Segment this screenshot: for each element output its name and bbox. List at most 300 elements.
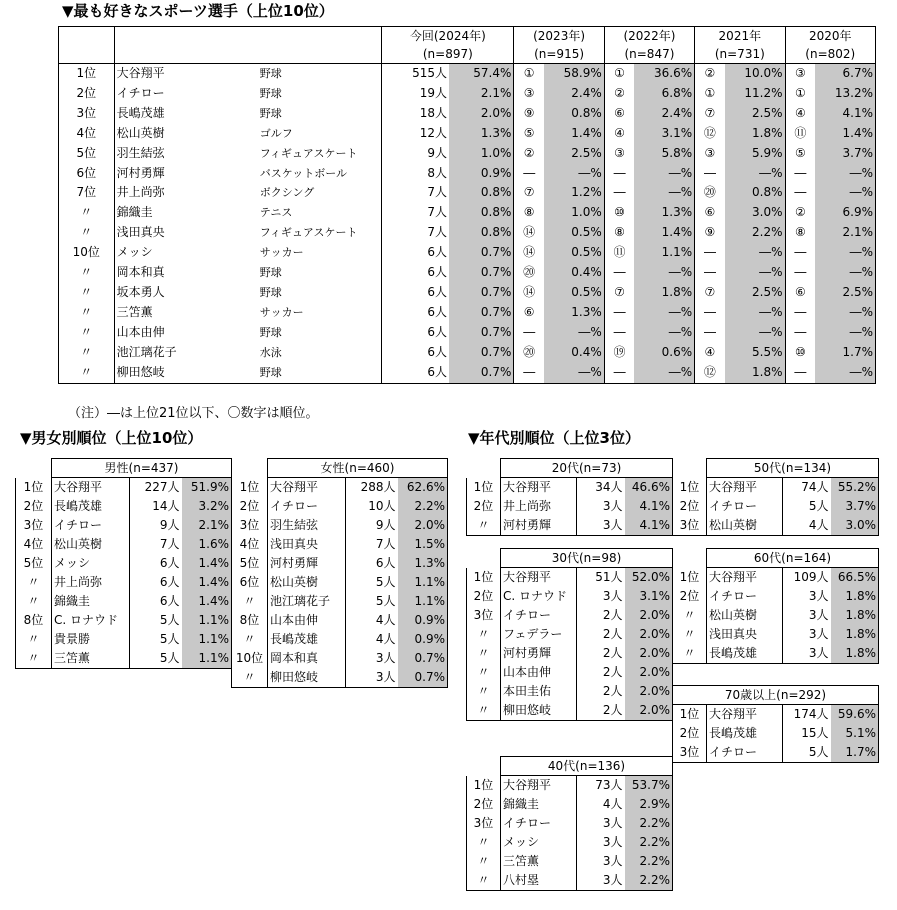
pct-2023: 58.9% [544,64,604,84]
table-row [16,516,232,535]
pct: 1.4% [182,573,232,592]
count-2024: 515人 [382,64,449,84]
count: 51人 [577,568,625,588]
rank-2020: ⑤ [785,144,815,164]
count-2024: 7人 [382,203,449,223]
count: 14人 [130,497,182,516]
count: 2人 [577,606,625,625]
pct-2021: 2.5% [725,283,785,303]
table-row [16,611,232,630]
pct: 1.3% [398,554,448,573]
athlete-name: 長嶋茂雄 [114,104,258,124]
count: 7人 [346,535,398,554]
sport: 野球 [259,266,282,280]
pct-2022: ―% [634,164,694,184]
count: 3人 [783,606,831,625]
athlete-name: 柳田悠岐 [501,701,577,721]
pct: 1.8% [831,587,879,606]
count-2024: 6人 [382,283,449,303]
table-row [673,705,879,725]
rank-2021: ― [695,303,725,323]
table-row [232,497,448,516]
count: 6人 [346,554,398,573]
rank-2021: ⑫ [695,124,725,144]
athlete-name: 山本由伸 [501,663,577,682]
header-2023: (2023年) [514,27,604,46]
pct: 2.0% [625,625,673,644]
athlete-name: イチロー [52,516,130,535]
count: 4人 [346,611,398,630]
rank: 4位 [232,535,268,554]
pct-2021: 10.0% [725,64,785,84]
table-row [59,144,876,164]
table-row [467,701,673,721]
athlete-name: イチロー [114,84,258,104]
pct: 2.0% [625,644,673,663]
rank-2023: ② [514,144,544,164]
rank-2022: ― [604,323,634,343]
pct: 4.1% [625,516,673,536]
pct-2024: 0.7% [449,343,514,363]
pct-2021: 2.2% [725,223,785,243]
main-title: ▼最も好きなスポーツ選手（上位10位） [62,2,334,20]
count-2024: 19人 [382,84,449,104]
sport: 野球 [258,363,382,383]
table-row [467,478,673,498]
pct-2023: 0.5% [544,243,604,263]
pct-2021: 5.9% [725,144,785,164]
pct-2024: 1.3% [449,124,514,144]
table-row [59,263,876,283]
athlete-name: 浅田真央 [707,625,783,644]
pct: 1.4% [182,592,232,611]
count: 5人 [130,611,182,630]
sport: 野球 [259,67,282,80]
footnote: （注）―は上位21位以下、〇数字は順位。 [68,406,319,421]
rank-2022: ① [604,64,634,84]
athlete-name: 錦織圭 [52,592,130,611]
pct-2022: 1.3% [634,203,694,223]
athlete-name: 大谷翔平 [114,64,258,84]
rank-2023: ⑭ [514,283,544,303]
rank: 1位 [673,568,707,588]
athlete-name: 羽生結弦 [114,144,258,164]
count: 3人 [577,871,625,891]
pct-2023: 2.5% [544,144,604,164]
pct-2022: ―% [634,263,694,283]
pct: 53.7% [625,776,673,796]
rank: 1位 [467,568,501,588]
athlete-name: イチロー [268,497,346,516]
rank: 10位 [59,243,115,263]
count: 10人 [346,497,398,516]
rank: 5位 [59,144,115,164]
table-row [673,516,879,536]
pct: 2.2% [625,814,673,833]
rank-2022: ― [604,363,634,383]
rank: 〃 [16,649,52,669]
count-2024: 6人 [382,303,449,323]
table-row [467,833,673,852]
pct: 5.1% [831,724,879,743]
count: 4人 [577,795,625,814]
age30-table [466,548,673,721]
count-2024: 6人 [382,243,449,263]
athlete-name: イチロー [707,587,783,606]
athlete-name: 池江璃花子 [114,343,258,363]
athlete-name: イチロー [707,743,783,763]
rank: 8位 [16,611,52,630]
age20-table [466,458,673,536]
rank-2022: ⑪ [604,243,634,263]
table-row [673,478,879,498]
pct-2021: 11.2% [725,84,785,104]
rank: 4位 [59,124,115,144]
table-row [16,630,232,649]
pct: 0.9% [398,611,448,630]
rank: 〃 [59,223,115,243]
header-2022: (2022年) [604,27,694,46]
count: 5人 [346,573,398,592]
table-row [232,535,448,554]
pct-2021: 5.5% [725,343,785,363]
pct-2024: 0.7% [449,243,514,263]
table-row [467,587,673,606]
athlete-name: C. ロナウド [501,587,577,606]
rank: 2位 [59,84,115,104]
rank: 3位 [673,743,707,763]
age40-table [466,756,673,891]
rank: 1位 [673,478,707,498]
athlete-name: 河村勇輝 [501,644,577,663]
athlete-name: 松山英樹 [52,535,130,554]
count-2024: 18人 [382,104,449,124]
table-row [59,223,876,243]
rank: 2位 [467,587,501,606]
rank: 〃 [467,644,501,663]
age30-header: 30代(n=98) [501,549,673,568]
pct-2022: ―% [634,303,694,323]
rank: 2位 [673,497,707,516]
sport: 野球 [259,325,282,339]
count: 2人 [577,663,625,682]
count-2024: 6人 [382,363,449,383]
rank-2023: ⑧ [514,203,544,223]
rank: 〃 [59,203,115,223]
rank: 1位 [467,776,501,796]
count: 2人 [577,701,625,721]
rank: 〃 [467,682,501,701]
pct-2020: 6.9% [815,203,875,223]
sport: 野球 [259,285,282,299]
table-row [673,625,879,644]
count: 2人 [577,682,625,701]
rank: 〃 [232,668,268,688]
table-row [59,303,876,323]
pct-2023: ―% [544,164,604,184]
count: 5人 [130,630,182,649]
rank-2023: ⑦ [514,183,544,203]
rank-2021: ⑥ [695,203,725,223]
table-row [59,343,876,363]
rank: 6位 [232,573,268,592]
count: 3人 [577,497,625,516]
table-row [232,611,448,630]
athlete-name: 河村勇輝 [268,554,346,573]
count-2024: 8人 [382,164,449,184]
pct: 3.1% [625,587,673,606]
athlete-name: 坂本勇人 [114,283,258,303]
rank-2021: ⑦ [695,283,725,303]
count: 73人 [577,776,625,796]
rank: 3位 [59,104,115,124]
rank: 〃 [232,630,268,649]
pct-2024: 0.7% [449,263,514,283]
count: 4人 [783,516,831,536]
count: 3人 [577,814,625,833]
pct-2023: 1.3% [544,303,604,323]
athlete-name: 松山英樹 [114,124,258,144]
rank-2022: ― [604,263,634,283]
age60-header: 60代(n=164) [707,549,879,568]
pct: 1.8% [831,625,879,644]
athlete-name: メッシ [52,554,130,573]
rank-2022: ― [604,164,634,184]
sport: 野球 [259,86,282,100]
pct-2023: 0.8% [544,104,604,124]
rank-2022: ④ [604,124,634,144]
pct-2021: ―% [725,323,785,343]
rank-2021: ― [695,243,725,263]
table-row [59,323,876,343]
pct: 3.0% [831,516,879,536]
rank-2020: ― [785,263,815,283]
pct-2024: 0.8% [449,183,514,203]
table-row [467,497,673,516]
pct: 1.4% [182,554,232,573]
count: 174人 [783,705,831,725]
rank-2023: ⑥ [514,303,544,323]
pct-2024: 0.7% [449,283,514,303]
rank: 2位 [673,587,707,606]
rank: 〃 [16,592,52,611]
pct: 1.6% [182,535,232,554]
rank: 〃 [59,363,115,383]
rank: 〃 [467,663,501,682]
pct-2020: 2.5% [815,283,875,303]
sport: バスケットボール [259,166,348,180]
athlete-name: 山本由伸 [268,611,346,630]
rank-2023: ⑤ [514,124,544,144]
rank: 〃 [673,625,707,644]
sport: サッカー [259,305,304,319]
table-row [232,573,448,592]
age70-table [672,685,879,763]
count: 5人 [346,592,398,611]
pct-2020: 3.7% [815,144,875,164]
pct: 2.1% [182,516,232,535]
table-row [59,243,876,263]
athlete-name: 大谷翔平 [707,568,783,588]
pct-2021: 2.5% [725,104,785,124]
athlete-name: 三笘薫 [52,649,130,669]
table-row [467,625,673,644]
count: 3人 [783,644,831,664]
rank-2022: ⑲ [604,343,634,363]
athlete-name: 井上尚弥 [501,497,577,516]
rank-2021: ① [695,84,725,104]
pct-2021: ―% [725,164,785,184]
rank-2023: ― [514,363,544,383]
count: 6人 [130,592,182,611]
sport: 水泳 [259,345,282,359]
sport: フィギュアスケート [259,146,358,160]
pct-2021: ―% [725,243,785,263]
age50-header: 50代(n=134) [707,459,879,478]
athlete-name: 岡本和真 [114,263,258,283]
rank: 2位 [232,497,268,516]
pct-2023: ―% [544,363,604,383]
pct: 1.1% [182,611,232,630]
rank-2021: ⑦ [695,104,725,124]
rank-2020: ― [785,303,815,323]
pct-2022: 1.4% [634,223,694,243]
athlete-name: 池江璃花子 [268,592,346,611]
athlete-name: 八村塁 [501,871,577,891]
count-2024: 9人 [382,144,449,164]
table-row [673,724,879,743]
pct-2022: ―% [634,323,694,343]
table-row [467,663,673,682]
table-row [16,573,232,592]
age-title: ▼年代別順位（上位3位） [468,429,640,447]
rank-2020: ③ [785,64,815,84]
pct: 51.9% [182,478,232,498]
pct-2023: 0.5% [544,283,604,303]
table-row [467,795,673,814]
pct: 62.6% [398,478,448,498]
count: 5人 [783,743,831,763]
table-row [467,606,673,625]
pct-2020: 2.1% [815,223,875,243]
table-row [16,478,232,498]
athlete-name: 河村勇輝 [501,516,577,536]
rank-2020: ― [785,164,815,184]
sport: ゴルフ [259,126,293,140]
pct: 52.0% [625,568,673,588]
pct-2022: 6.8% [634,84,694,104]
female-table [231,458,448,688]
athlete-name: 柳田悠岐 [114,363,258,383]
table-row [59,64,876,84]
pct: 2.0% [625,663,673,682]
athlete-name: 河村勇輝 [114,164,258,184]
count: 3人 [783,625,831,644]
athlete-name: フェデラー [501,625,577,644]
n-2020: (n=802) [785,45,875,64]
pct-2022: 3.1% [634,124,694,144]
pct-2023: 1.2% [544,183,604,203]
pct-2024: 1.0% [449,144,514,164]
pct-2020: 13.2% [815,84,875,104]
rank-2023: ⑭ [514,243,544,263]
athlete-name: メッシ [501,833,577,852]
rank: 6位 [59,164,115,184]
rank: 1位 [467,478,501,498]
male-table [15,458,232,669]
table-row [467,852,673,871]
rank-2021: ⑳ [695,183,725,203]
rank: 10位 [232,649,268,668]
pct-2020: ―% [815,323,875,343]
table-row [232,478,448,498]
rank-2020: ― [785,363,815,383]
rank-2020: ⑥ [785,283,815,303]
rank: 3位 [673,516,707,536]
count: 3人 [783,587,831,606]
count: 15人 [783,724,831,743]
pct: 3.7% [831,497,879,516]
table-row [59,124,876,144]
pct: 1.1% [398,592,448,611]
count: 5人 [783,497,831,516]
count-2024: 12人 [382,124,449,144]
table-row [16,649,232,669]
count: 3人 [577,587,625,606]
rank-2022: ⑦ [604,283,634,303]
rank: 1位 [232,478,268,498]
count: 3人 [346,649,398,668]
rank-2022: ③ [604,144,634,164]
count: 2人 [577,644,625,663]
athlete-name: 長嶋茂雄 [707,644,783,664]
pct: 55.2% [831,478,879,498]
n-2021: (n=731) [695,45,785,64]
table-row [59,104,876,124]
table-row [16,497,232,516]
table-row [673,497,879,516]
age20-header: 20代(n=73) [501,459,673,478]
age60-table [672,548,879,664]
rank-2021: ② [695,64,725,84]
count: 7人 [130,535,182,554]
athlete-name: メッシ [114,243,258,263]
pct: 3.2% [182,497,232,516]
pct-2020: ―% [815,243,875,263]
rank-2022: ⑧ [604,223,634,243]
rank: 1位 [59,64,115,84]
n-2024: (n=897) [382,45,514,64]
sport: テニス [259,206,293,220]
pct-2022: ―% [634,363,694,383]
table-row [59,283,876,303]
header-2020: 2020年 [785,27,875,46]
table-row [467,568,673,588]
rank-2022: ― [604,303,634,323]
pct-2022: ―% [634,183,694,203]
rank-2020: ― [785,183,815,203]
female-header: 女性(n=460) [268,459,448,478]
athlete-name: 井上尚弥 [52,573,130,592]
pct-2020: ―% [815,363,875,383]
athlete-name: 本田圭佑 [501,682,577,701]
rank-2023: ③ [514,84,544,104]
athlete-name: 柳田悠岐 [268,668,346,688]
rank: 5位 [232,554,268,573]
age70-header: 70歳以上(n=292) [673,686,879,705]
pct-2021: 3.0% [725,203,785,223]
pct-2021: 1.8% [725,124,785,144]
